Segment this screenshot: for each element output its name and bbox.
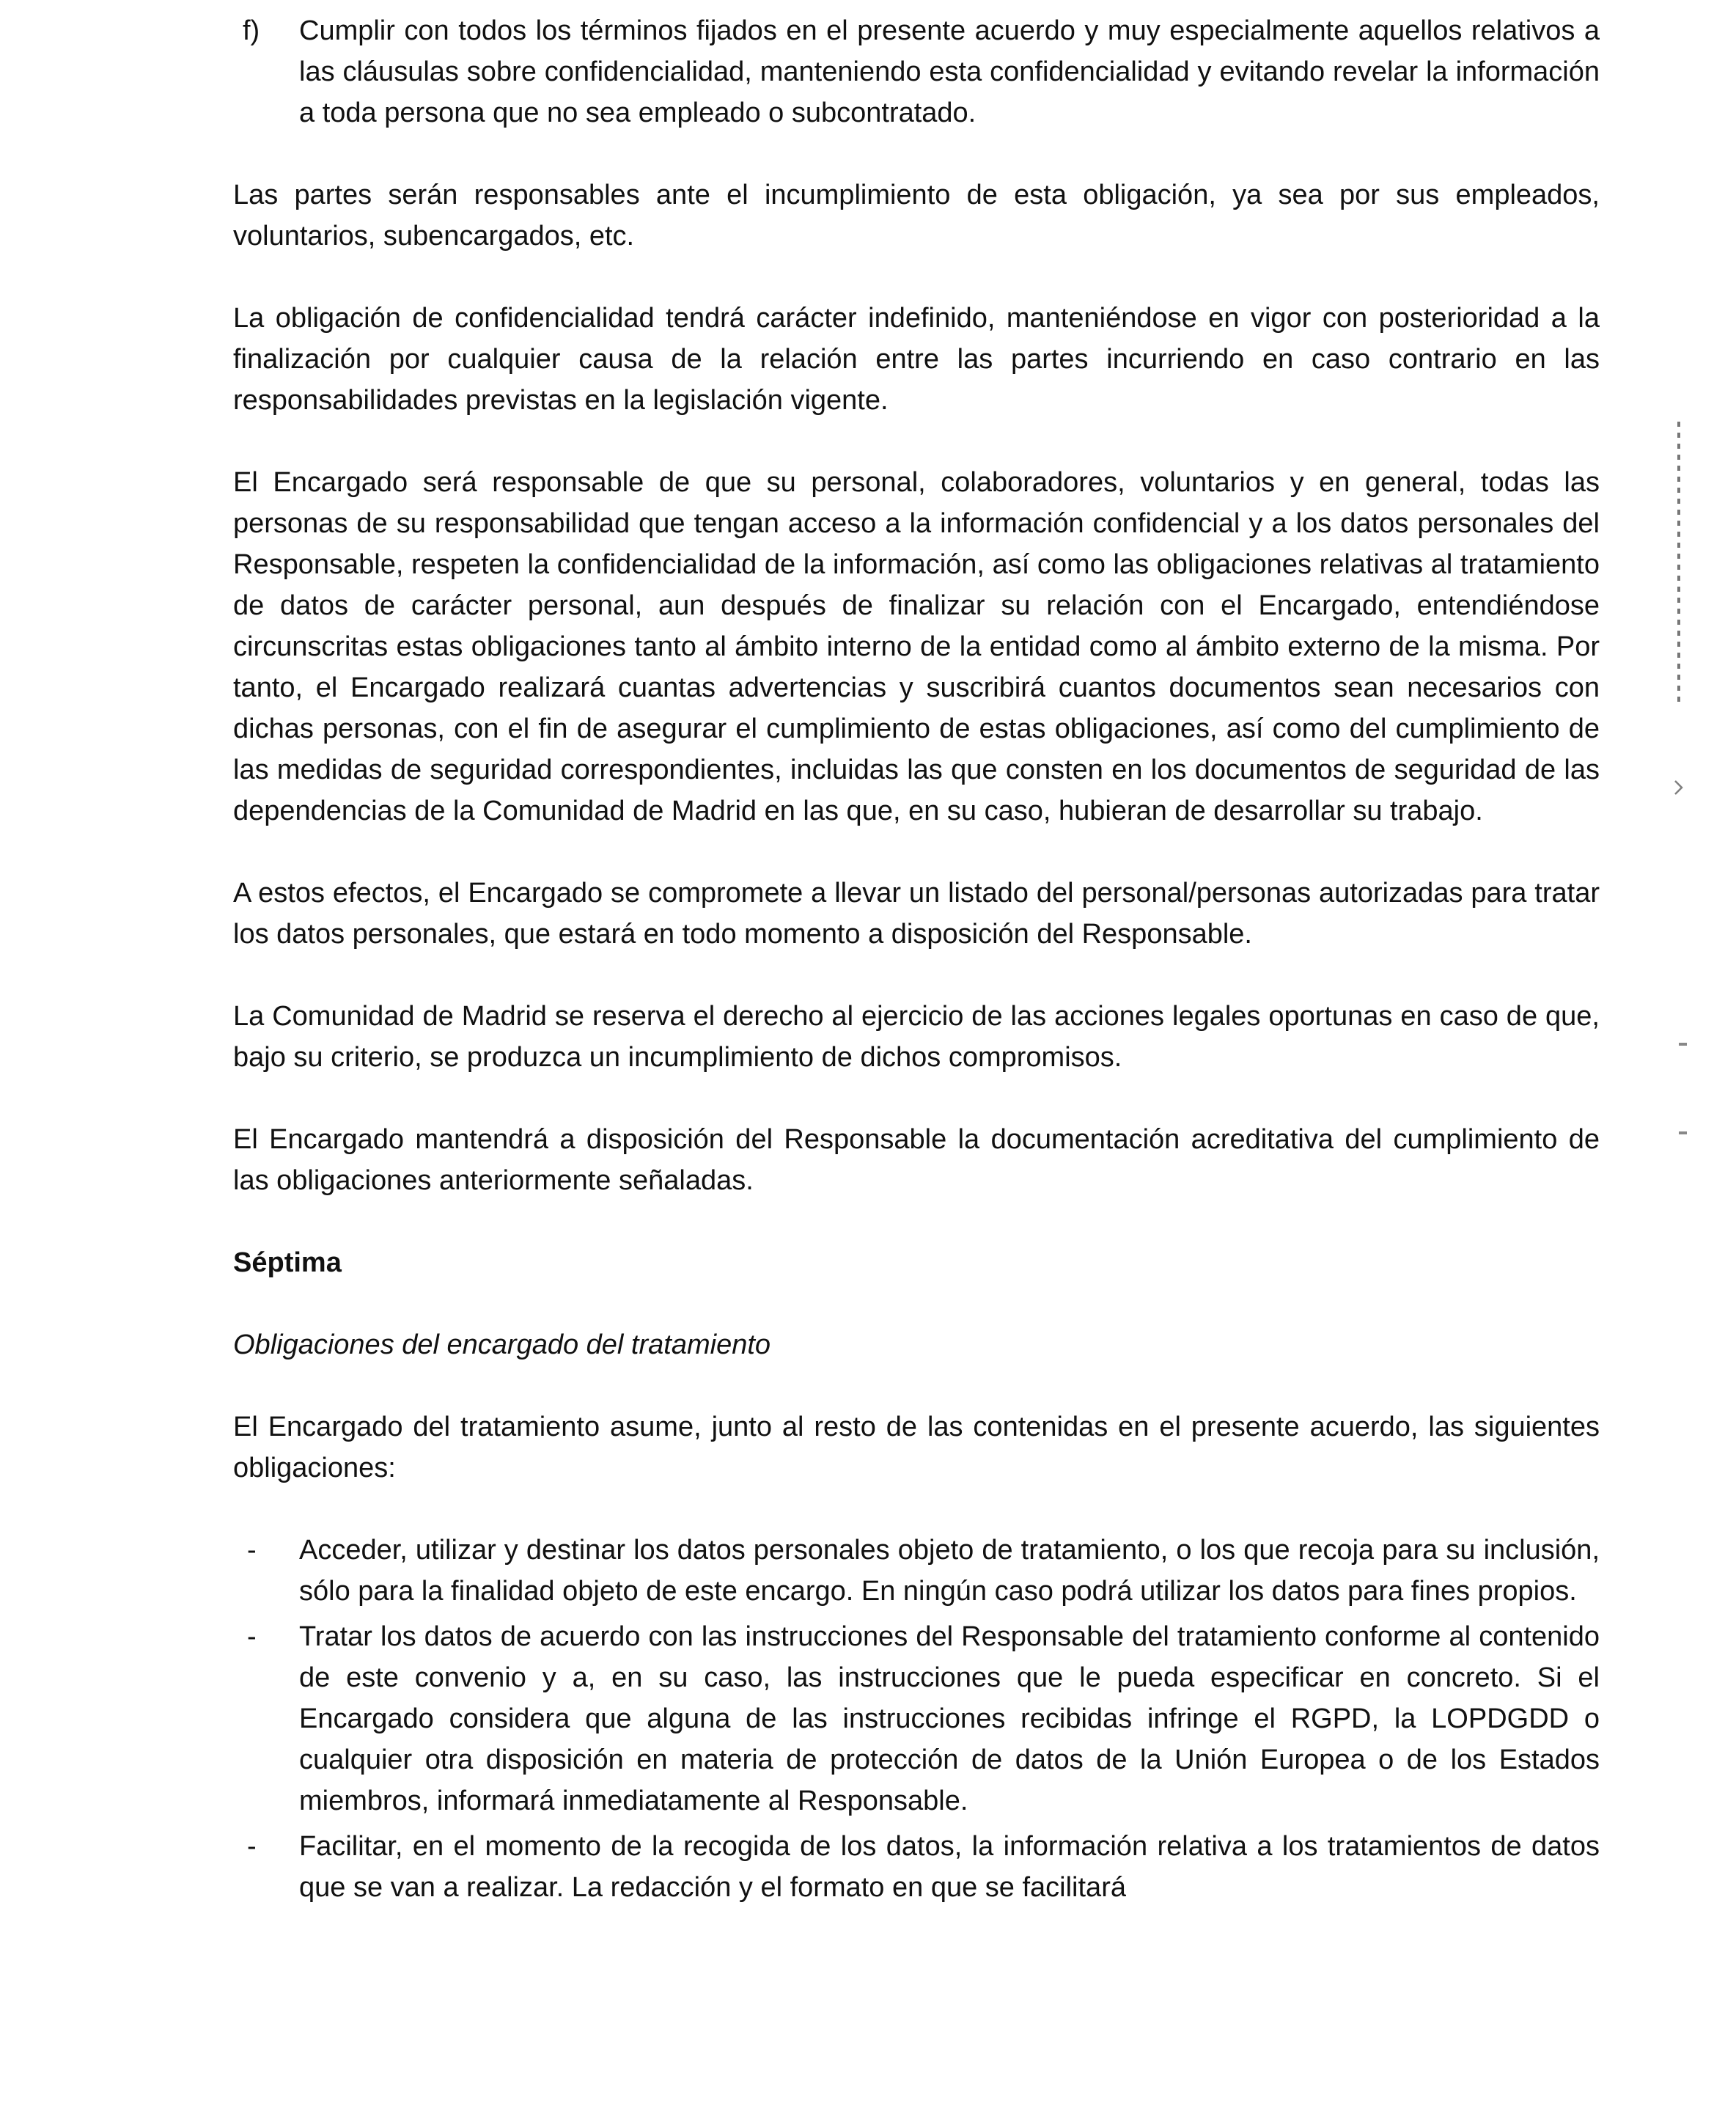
- list-item-f-marker: f): [243, 15, 260, 46]
- list-item-text: Tratar los datos de acuerdo con las instrucciones del Responsable del tratamiento conforme al contenido de este convenio y a, en su caso, las instrucciones que le pueda especificar en concreto. Si el Encargado considera que alguna de las instrucciones recibidas infringe el RGPD, la LOPDGDD o cualquier otra disposición en materia de protección de datos de la Unión Europea o de los Estados miembros, informará inmediatamente al Responsable.: [299, 1621, 1600, 1816]
- scan-artifact-dotted-line: [1677, 422, 1680, 706]
- list-item: [233, 1826, 1600, 1908]
- paragraph-intro: El Encargado del tratamiento asume, junto al resto de las contenidas en el presente acuerdo, las siguientes obligaciones:: [233, 1412, 1600, 1483]
- list-item-text: Acceder, utilizar y destinar los datos personales objeto de tratamiento, o los que recoja para su inclusión, sólo para la finalidad objeto de este encargo. En ningún caso podrá utilizar los datos para fines propios.: [299, 1535, 1600, 1607]
- paragraph: El Encargado mantendrá a disposición del Responsable la documentación acreditativa del cumplimiento de las obligaciones anteriormente señaladas.: [233, 1124, 1600, 1196]
- list-item: [233, 1530, 1600, 1612]
- list-item-f-text: Cumplir con todos los términos fijados en el presente acuerdo y muy especialmente aquellos relativos a las cláusulas sobre confidencialidad, manteniendo esta confidencialidad y evitando revelar la información a toda persona que no sea empleado o subcontratado.: [299, 15, 1600, 128]
- section-subheading: Obligaciones del encargado del tratamiento: [233, 1329, 771, 1360]
- scan-artifact-dash: [1679, 1131, 1687, 1134]
- list-item-f: [233, 10, 1600, 133]
- bullet-marker: -: [247, 1831, 257, 1862]
- section-heading: Séptima: [233, 1247, 342, 1278]
- paragraph: La Comunidad de Madrid se reserva el derecho al ejercicio de las acciones legales oportunas en caso de que, bajo su criterio, se produzca un incumplimiento de dichos compromisos.: [233, 1001, 1600, 1073]
- paragraph: A estos efectos, el Encargado se compromete a llevar un listado del personal/personas autorizadas para tratar los datos personales, que estará en todo momento a disposición del Responsable.: [233, 878, 1600, 950]
- bullet-marker: -: [247, 1621, 257, 1652]
- bullet-list: [233, 1530, 1600, 1908]
- paragraph: Las partes serán responsables ante el incumplimiento de esta obligación, ya sea por sus empleados, voluntarios, subencargados, etc.: [233, 180, 1600, 252]
- list-item: [233, 1616, 1600, 1821]
- paragraph: El Encargado será responsable de que su personal, colaboradores, voluntarios y en general, todas las personas de su responsabilidad que tengan acceso a la información confidencial y a los datos personales del Responsable, respeten la confidencialidad de la información, así como las obligaciones relativas al tratamiento de datos de carácter personal, aun después de finalizar su relación con el Encargado, entendiéndose circunscritas estas obligaciones tanto al ámbito interno de la entidad como al ámbito externo de la misma. Por tanto, el Encargado realizará cuantas advertencias y suscribirá cuantos documentos sean necesarios con dichas personas, con el fin de asegurar el cumplimiento de estas obligaciones, así como del cumplimiento de las medidas de seguridad correspondientes, incluidas las que consten en los documentos de seguridad de las dependencias de la Comunidad de Madrid en las que, en su caso, hubieran de desarrollar su trabajo.: [233, 467, 1600, 826]
- scan-artifact-chevron: [1673, 779, 1685, 796]
- scan-artifact-dash: [1679, 1043, 1687, 1046]
- bullet-marker: -: [247, 1535, 257, 1566]
- paragraph: La obligación de confidencialidad tendrá carácter indefinido, manteniéndose en vigor con posterioridad a la finalización por cualquier causa de la relación entre las partes incurriendo en caso contrario en las responsabilidades previstas en la legislación vigente.: [233, 303, 1600, 416]
- list-item-text: Facilitar, en el momento de la recogida de los datos, la información relativa a los tratamientos de datos que se van a realizar. La redacción y el formato en que se facilitará: [299, 1831, 1600, 1903]
